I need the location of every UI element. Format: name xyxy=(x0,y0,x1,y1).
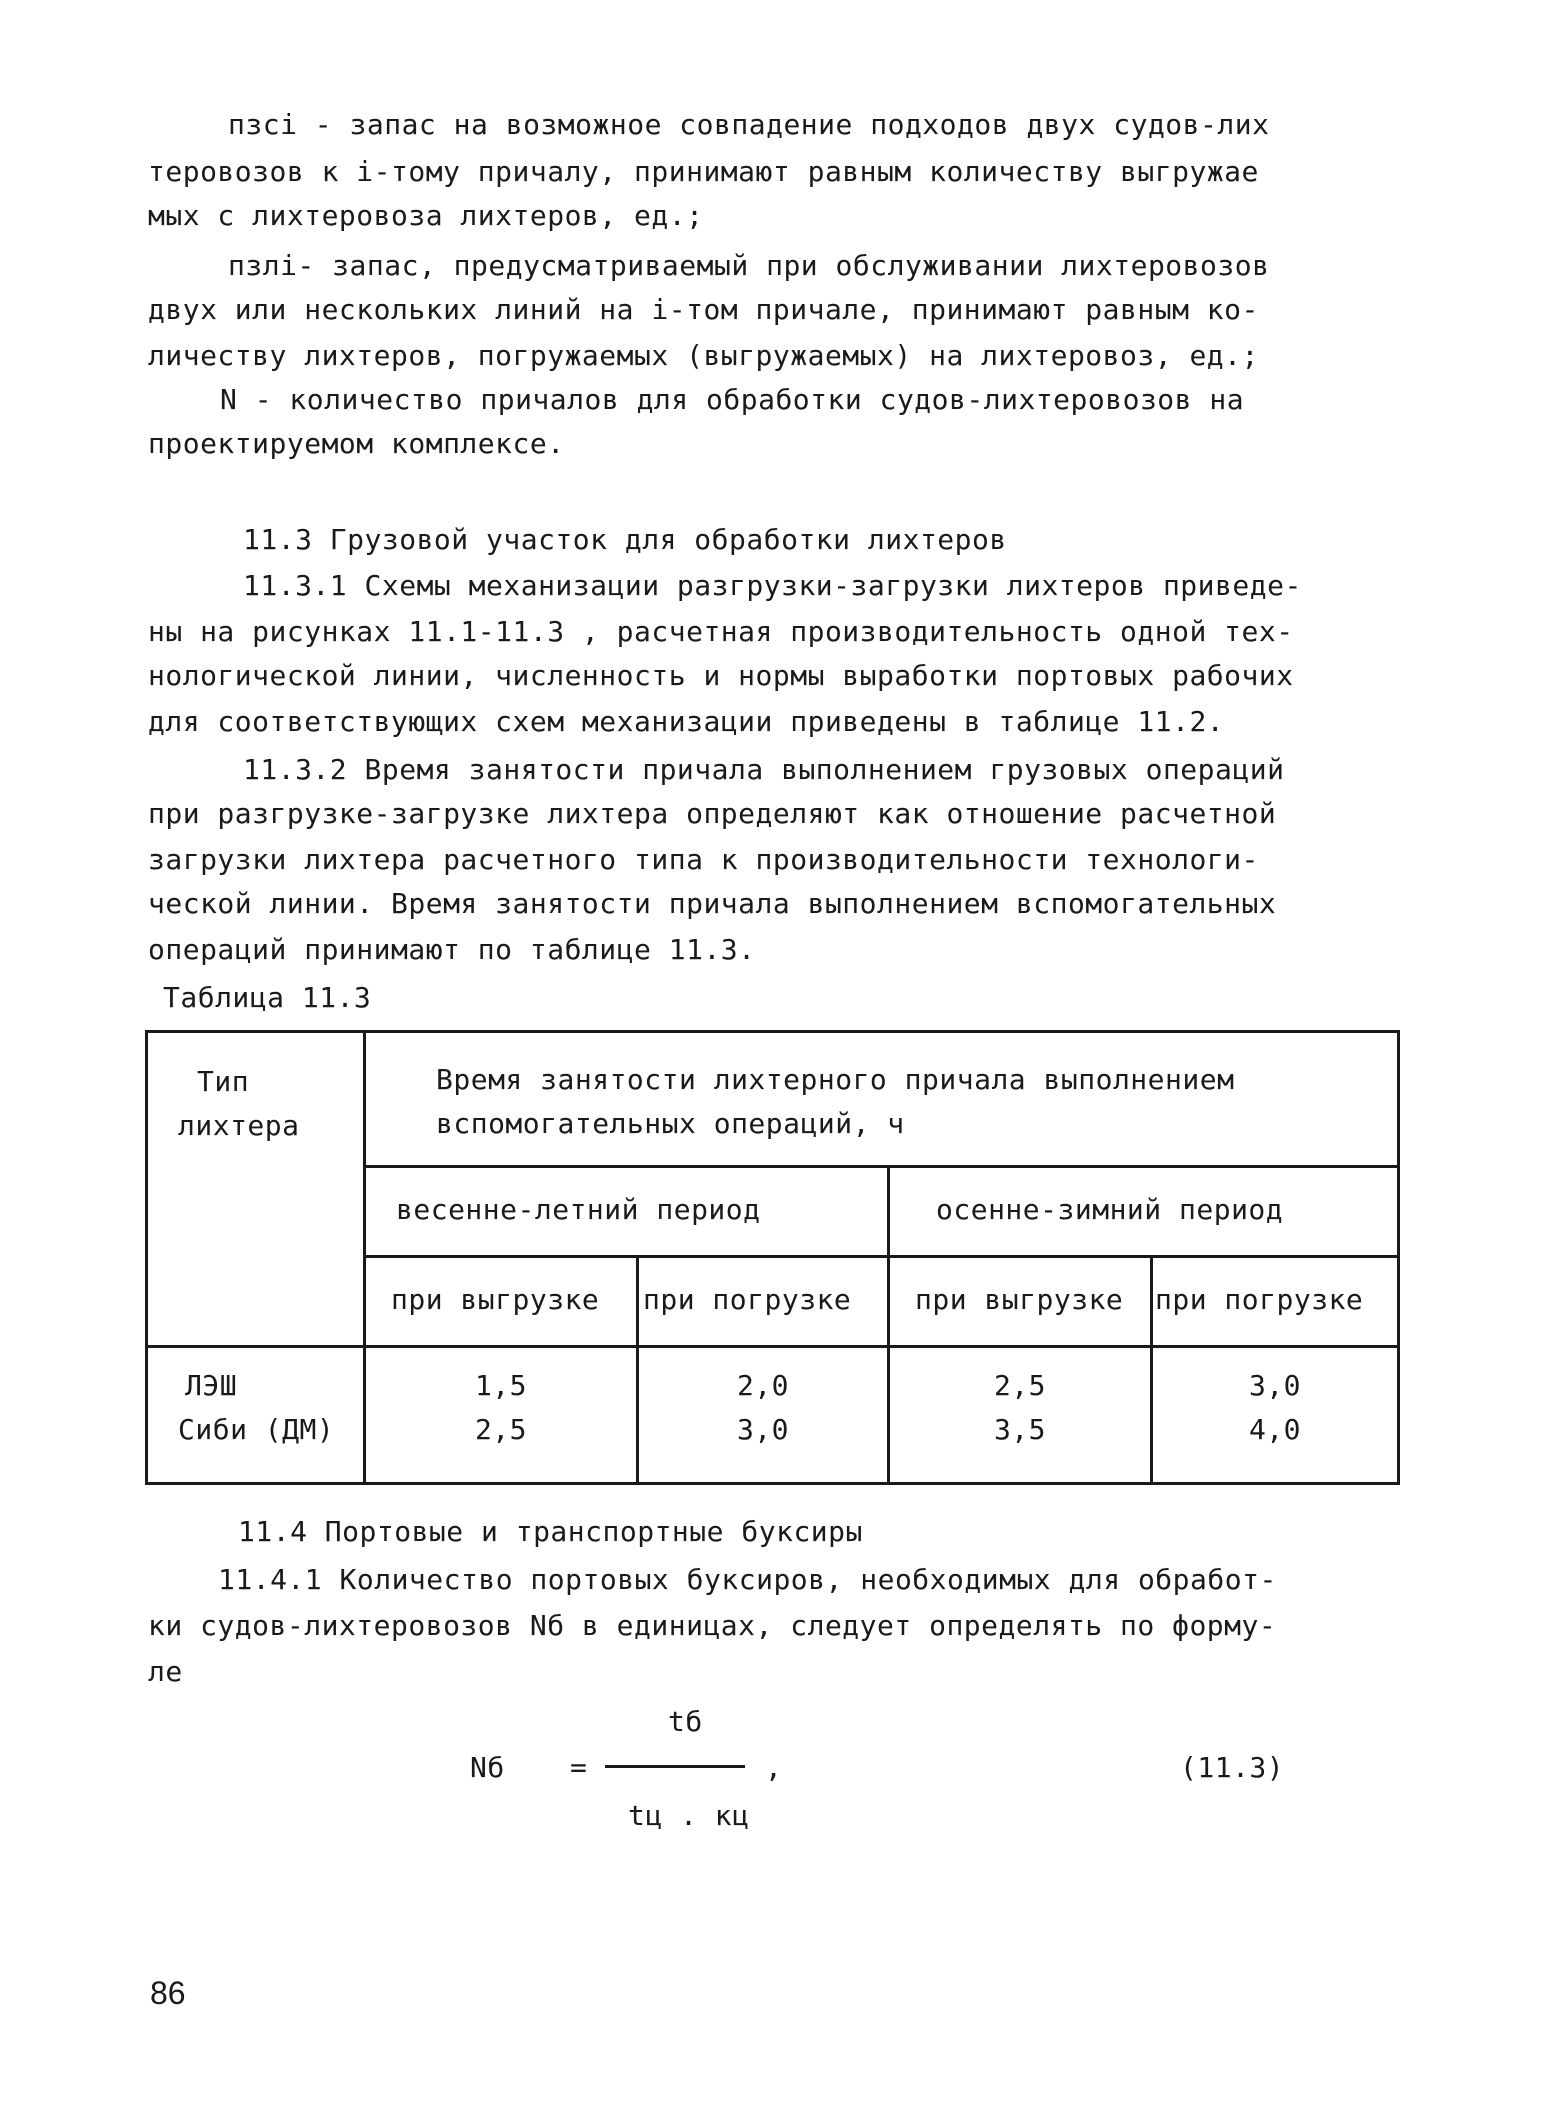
subheader-loading: при погрузке xyxy=(1155,1283,1364,1316)
formula-comma: , xyxy=(765,1751,783,1784)
paragraph-line: для соответствующих схем механизации приведены в таблице 11.2. xyxy=(148,705,1225,738)
paragraph-line: ны на рисунках 11.1-11.3 , расчетная производительность одной тех- xyxy=(148,615,1294,648)
column-header-type: лихтера xyxy=(178,1109,300,1142)
paragraph-line: ки судов-лихтеровозов Nб в единицах, следует определять по форму- xyxy=(148,1609,1277,1642)
paragraph-line: теровозов к i-тому причалу, принимают равным количеству выгружае xyxy=(148,155,1259,188)
paragraph-line: двух или нескольких линий на i-том причале, принимают равным ко- xyxy=(148,293,1259,326)
formula-lhs: Nб xyxy=(470,1751,505,1784)
table-caption: Таблица 11.3 xyxy=(163,981,372,1014)
paragraph-line: операций принимают по таблице 11.3. xyxy=(148,933,756,966)
subheader-loading: при погрузке xyxy=(643,1283,852,1316)
paragraph-line: нологической линии, численность и нормы выработки портовых рабочих xyxy=(148,659,1294,692)
paragraph-line: загрузки лихтера расчетного типа к производительности технологи- xyxy=(148,843,1259,876)
table-cell-type: ЛЭШ xyxy=(185,1369,238,1402)
paragraph-line: ле xyxy=(148,1655,183,1688)
table-11-3 xyxy=(145,1030,1400,1485)
table-cell-value: 2,5 xyxy=(993,1369,1047,1402)
table-cell-type: Сиби (ДМ) xyxy=(178,1413,335,1446)
formula-denominator: tц . кц xyxy=(628,1799,750,1832)
paragraph-line: проектируемом комплексе. xyxy=(148,427,565,460)
paragraph-line: личеству лихтеров, погружаемых (выгружаемых) на лихтеровоз, ед.; xyxy=(148,339,1259,372)
column-header-main: Время занятости лихтерного причала выполнением xyxy=(436,1063,1235,1096)
table-cell-value: 3,0 xyxy=(736,1413,790,1446)
subheader-unloading: при выгрузке xyxy=(391,1283,600,1316)
column-header-type: Тип xyxy=(197,1065,250,1098)
paragraph-line: ческой линии. Время занятости причала выполнением вспомогательных xyxy=(148,887,1277,920)
fraction-bar xyxy=(605,1765,745,1768)
section-heading-11-4: 11.4 Портовые и транспортные буксиры xyxy=(238,1515,863,1548)
paragraph-line: при разгрузке-загрузке лихтера определяют как отношение расчетной xyxy=(148,797,1277,830)
column-header-main: вспомогательных операций, ч xyxy=(436,1107,905,1140)
paragraph-line: пзлi- запас, предусматриваемый при обслуживании лихтеровозов xyxy=(228,249,1270,282)
table-cell-value: 1,5 xyxy=(474,1369,528,1402)
table-cell-value: 2,0 xyxy=(736,1369,790,1402)
formula-number: (11.3) xyxy=(1180,1751,1285,1784)
period-header-autumn-winter: осенне-зимний период xyxy=(936,1193,1284,1226)
formula-numerator: tб xyxy=(668,1705,703,1738)
table-cell-value: 2,5 xyxy=(474,1413,528,1446)
section-heading-11-3: 11.3 Грузовой участок для обработки лихтеров xyxy=(243,523,1007,556)
table-cell-value: 3,0 xyxy=(1248,1369,1302,1402)
paragraph-line: 11.3.2 Время занятости причала выполнением грузовых операций xyxy=(243,753,1285,786)
paragraph-line: N - количество причалов для обработки судов-лихтеровозов на xyxy=(220,383,1245,416)
page-number: 86 xyxy=(150,1975,186,2011)
paragraph-line: мых с лихтеровоза лихтеров, ед.; xyxy=(148,199,704,232)
period-header-spring-summer: весенне-летний период xyxy=(396,1193,761,1226)
table-cell-value: 3,5 xyxy=(993,1413,1047,1446)
table-cell-value: 4,0 xyxy=(1248,1413,1302,1446)
paragraph-line: 11.4.1 Количество портовых буксиров, необходимых для обработ- xyxy=(218,1563,1277,1596)
paragraph-line: пзсi - запас на возможное совпадение подходов двух судов-лих xyxy=(228,108,1270,141)
subheader-unloading: при выгрузке xyxy=(915,1283,1124,1316)
formula-equals: = xyxy=(570,1751,588,1784)
paragraph-line: 11.3.1 Схемы механизации разгрузки-загрузки лихтеров приведе- xyxy=(243,569,1302,602)
